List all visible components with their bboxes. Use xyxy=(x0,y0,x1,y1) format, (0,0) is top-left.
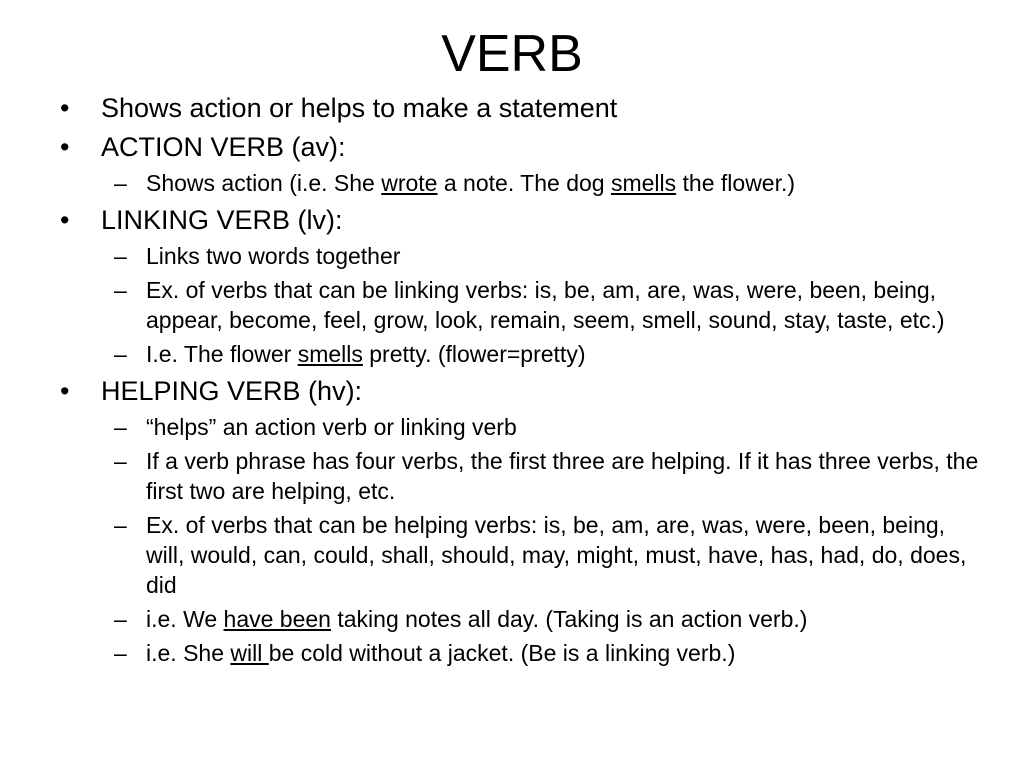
sub-bullet-text: a note. The dog xyxy=(437,170,611,196)
bullet-marker: • xyxy=(60,93,70,123)
dash-marker: – xyxy=(114,414,127,440)
sub-bullet-text: Links two words together xyxy=(146,243,401,269)
bullet-item xyxy=(60,91,980,125)
sub-bullet-item xyxy=(60,168,980,198)
bullet-text: ACTION VERB (av): xyxy=(101,132,346,162)
dash-marker: – xyxy=(114,277,127,303)
sub-bullet-text: I.e. The flower xyxy=(146,341,298,367)
sub-bullet-text: i.e. She xyxy=(146,640,231,666)
sub-bullet-text: “helps” an action verb or linking verb xyxy=(146,414,517,440)
bullet-text: HELPING VERB (hv): xyxy=(101,376,363,406)
underlined-verb: smells xyxy=(610,170,677,196)
bullet-marker: • xyxy=(60,132,70,162)
sub-bullet-text: Ex. of verbs that can be helping verbs: is, be, am, are, was, were, been, being, will, would, can, could, shall, should, may, might, must, have, has, had, do, does, did xyxy=(146,512,967,598)
dash-marker: – xyxy=(114,606,127,632)
dash-marker: – xyxy=(114,448,127,474)
dash-marker: – xyxy=(114,512,127,538)
underlined-verb: smells xyxy=(297,341,363,367)
sub-bullet-item xyxy=(60,339,980,369)
bullet-item xyxy=(60,203,980,237)
sub-bullet-item xyxy=(60,510,980,600)
underlined-verb: wrote xyxy=(381,170,438,196)
sub-bullet-item xyxy=(60,241,980,271)
dash-marker: – xyxy=(114,341,127,367)
slide-title: VERB xyxy=(441,25,583,83)
sub-bullet-text: i.e. We xyxy=(146,606,224,632)
sub-bullet-item xyxy=(60,275,980,335)
underlined-verb: will xyxy=(230,640,269,666)
sub-bullet-text: Shows action (i.e. She xyxy=(146,170,382,196)
bullet-marker: • xyxy=(60,376,70,406)
bullet-marker: • xyxy=(60,205,70,235)
sub-bullet-text: the flower.) xyxy=(676,170,796,196)
sub-bullet-text: be cold without a jacket. (Be is a linking verb.) xyxy=(268,640,736,666)
sub-bullet-text: Ex. of verbs that can be linking verbs: is, be, am, are, was, were, been, being, appear, become, feel, grow, look, remain, seem, smell, sound, stay, taste, etc.) xyxy=(146,277,945,333)
slide-body xyxy=(60,86,980,668)
sub-bullet-item xyxy=(60,446,980,506)
underlined-verb: have been xyxy=(223,606,331,632)
sub-bullet-text: pretty. (flower=pretty) xyxy=(362,341,586,367)
sub-bullet-text: taking notes all day. (Taking is an action verb.) xyxy=(330,606,808,632)
dash-marker: – xyxy=(114,640,127,666)
dash-marker: – xyxy=(114,170,127,196)
bullet-text: Shows action or helps to make a statement xyxy=(101,93,618,123)
sub-bullet-item xyxy=(60,638,980,668)
bullet-item xyxy=(60,374,980,408)
sub-bullet-item xyxy=(60,412,980,442)
bullet-item xyxy=(60,130,980,164)
sub-bullet-item xyxy=(60,604,980,634)
dash-marker: – xyxy=(114,243,127,269)
sub-bullet-text: If a verb phrase has four verbs, the first three are helping. If it has three verbs, the first two are helping, etc. xyxy=(146,448,979,504)
bullet-text: LINKING VERB (lv): xyxy=(101,205,343,235)
